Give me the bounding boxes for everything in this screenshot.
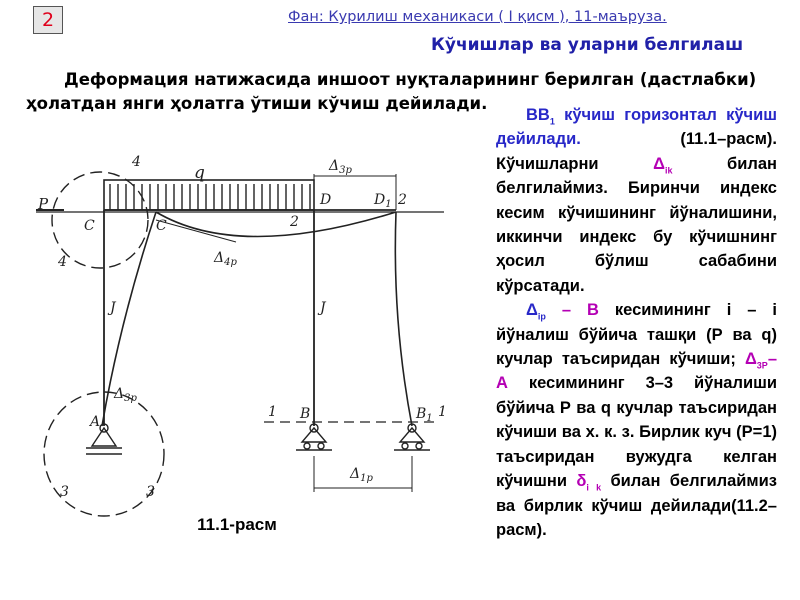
deformed-frame (102, 212, 412, 426)
slide-title: Кўчишлар ва уларни белгилаш (431, 35, 744, 55)
deformed-right-column (395, 212, 412, 426)
roller (416, 443, 422, 449)
term-bb1-main: ВВ (526, 106, 550, 124)
small-delta-symbol: δ (576, 472, 587, 491)
label-4-top: 4 (132, 154, 141, 170)
paragraph-displacement-types (496, 298, 777, 542)
figure-caption: 11.1-расм (144, 509, 330, 541)
delta-sub: ik (664, 165, 673, 176)
label-1-right: 1 (438, 404, 447, 420)
p1-text: (11.1–расм). Кўчишларни (496, 130, 777, 173)
label-1-left: 1 (268, 404, 277, 420)
support-b-triangle (302, 428, 326, 442)
p1-text-2: билан белгилаймиз. Биринчи индекс кесим кўчишининг йўналишини, иккинчи индекс бу кўчишнинг ҳосил бўлиш сабабини кўрсатади. (496, 154, 778, 295)
intro-line-2: ҳолатдан янги ҳолатга ўтиши кўчиш дейилади. (26, 94, 488, 113)
p2-text-2: кесимининг 3–3 йўналиши бўйича Р ва q кучлар таъсиридан кўчиши ва х. к. з. Бирлик куч (Р=1) таъсиридан вужудга келган кўчишни (496, 374, 777, 491)
course-header-link[interactable]: Фан: Курилиш механикаси ( I қисм ), 11-маъруза. (288, 9, 667, 25)
p2-text-3: билан белгилаймиз ва бирлик кўчиш дейилади(11.2–расм). (496, 472, 777, 539)
load-box (104, 180, 314, 210)
label-2-right: 2 (398, 192, 407, 208)
label-b1: $B_1$ (416, 406, 433, 424)
delta-ip-symbol: Δ (526, 301, 538, 320)
label-d1: $D_1$ (374, 192, 392, 210)
support-a-triangle (92, 428, 116, 446)
support-b1 (394, 424, 430, 450)
label-3-right: 3 (146, 484, 155, 500)
leader-d4p (156, 220, 236, 242)
delta-ip-sub: ip (537, 311, 546, 322)
symbol-delta-ik-unit (576, 472, 602, 493)
explanation-text (496, 103, 777, 542)
label-d3p-top: $\Delta_{3p}$ (329, 158, 352, 176)
label-j-left: J (110, 300, 116, 316)
roller (318, 443, 324, 449)
term-bb1-rest: кўчиш горизонтал кўчиш дейилади. (496, 106, 777, 149)
p2-text: кесимининг i – i йўналиш бўйича ташқи (Р ва q) кучлар таъсиридан кўчиши; (496, 301, 778, 369)
delta-3p-sub: 3Р (756, 360, 768, 371)
term-bb1-sub: 1 (549, 116, 555, 127)
label-c: C (84, 218, 95, 234)
intro-line-1: Деформация натижасида иншоот нуқталарининг берилган (дастлабки) (64, 70, 757, 89)
small-delta-sub: i k (586, 482, 602, 493)
term-a-section: – А (496, 350, 777, 393)
label-d1p: $\Delta_{1p}$ (350, 466, 373, 484)
roller (402, 443, 408, 449)
label-3-left: 3 (60, 484, 69, 500)
label-d: D (320, 192, 332, 208)
label-4-left: 4 (58, 254, 67, 270)
label-j-right: J (320, 300, 326, 316)
symbol-delta-ik (653, 154, 673, 176)
delta-3p-symbol: Δ (744, 350, 757, 369)
label-a: A (90, 414, 101, 430)
label-c1: C (156, 218, 167, 234)
support-b (296, 424, 332, 450)
symbol-delta-ip (526, 301, 546, 322)
label-2-beam: 2 (290, 214, 299, 230)
term-b-section: – В (545, 301, 599, 320)
original-frame (104, 210, 396, 426)
label-d4p: $\Delta_{4p}$ (214, 250, 237, 268)
delta-symbol: Δ (653, 154, 665, 173)
distributed-load-q (104, 180, 314, 210)
deformed-beam (156, 212, 396, 237)
support-b1-triangle (400, 428, 424, 442)
label-d3p-left: $\Delta_{3p}$ (114, 386, 137, 404)
label-b: B (300, 406, 311, 422)
slide-number: 2 (33, 6, 63, 34)
label-p: P (38, 195, 49, 213)
paragraph-horizontal-displacement (496, 103, 777, 298)
label-q: q (194, 163, 205, 183)
roller (304, 443, 310, 449)
